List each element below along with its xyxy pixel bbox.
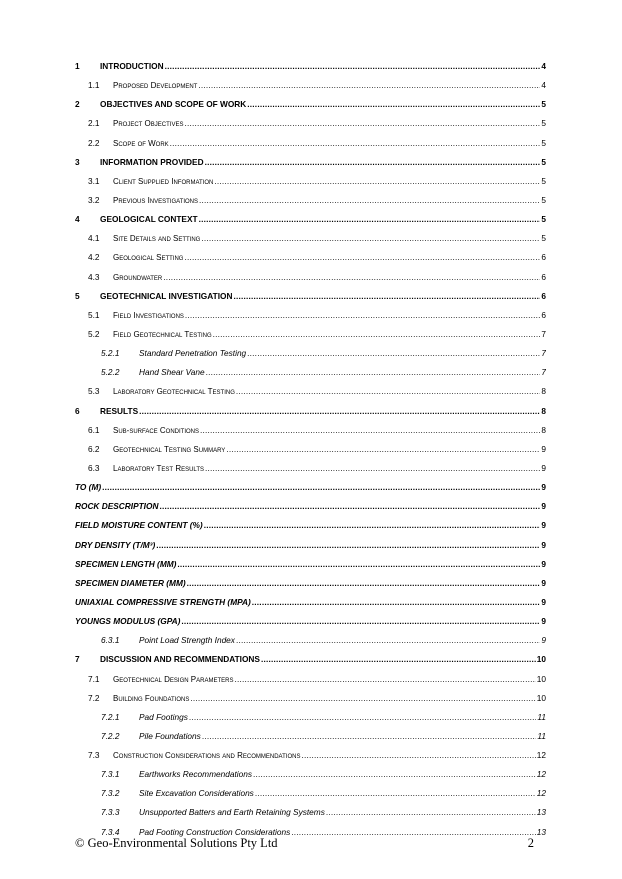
- table-of-contents: [75, 57, 546, 842]
- toc-entry[interactable]: [75, 57, 546, 76]
- toc-entry-number: 5.2: [88, 328, 100, 339]
- toc-entry-title: Sub-surface Conditions: [113, 425, 200, 435]
- toc-entry-title: Groundwater: [113, 272, 163, 282]
- toc-entry-number: 7.3.2: [101, 788, 120, 799]
- toc-leader-dots: [102, 478, 540, 497]
- toc-leader-dots: [236, 631, 540, 650]
- toc-entry-page: 5: [541, 233, 546, 244]
- toc-entry-title: ROCK DESCRIPTION: [75, 501, 159, 512]
- toc-entry-page: 9: [541, 539, 546, 550]
- toc-entry-page: 9: [541, 596, 546, 607]
- toc-entry[interactable]: [75, 612, 546, 631]
- toc-entry-page: 12: [536, 769, 546, 780]
- toc-leader-dots: [234, 670, 535, 689]
- toc-entry[interactable]: [75, 516, 546, 535]
- toc-entry-title: TO (M): [75, 482, 102, 493]
- toc-leader-dots: [139, 402, 540, 421]
- toc-entry-page: 8: [541, 424, 546, 435]
- toc-entry-number: 3.2: [88, 194, 100, 205]
- toc-entry-title: DISCUSSION AND RECOMMENDATIONS: [100, 654, 260, 665]
- toc-entry-title: Pad Footing Construction Considerations: [139, 826, 291, 837]
- toc-entry[interactable]: [75, 746, 546, 765]
- toc-leader-dots: [184, 248, 540, 267]
- toc-entry-number: 7: [75, 654, 80, 665]
- toc-leader-dots: [206, 363, 541, 382]
- toc-leader-dots: [255, 784, 536, 803]
- toc-entry-title: SPECIMEN DIAMETER (MM): [75, 577, 186, 588]
- toc-entry-page: 5: [541, 156, 546, 167]
- toc-entry[interactable]: [75, 497, 546, 516]
- toc-entry[interactable]: [75, 363, 546, 382]
- toc-entry-title: SPECIMEN LENGTH (MM): [75, 558, 177, 569]
- toc-entry-title: YOUNGS MODULUS (GPA): [75, 616, 181, 627]
- toc-entry-title: RESULTS: [100, 405, 139, 416]
- toc-leader-dots: [156, 536, 540, 555]
- toc-leader-dots: [177, 555, 540, 574]
- toc-entry-page: 9: [541, 558, 546, 569]
- toc-leader-dots: [189, 708, 536, 727]
- toc-entry-number: 7.2.2: [101, 730, 120, 741]
- toc-entry-title: OBJECTIVES AND SCOPE OF WORK: [100, 99, 247, 110]
- toc-leader-dots: [236, 382, 540, 401]
- toc-entry[interactable]: [75, 402, 546, 421]
- toc-entry-title: Proposed Development: [113, 81, 198, 91]
- toc-leader-dots: [187, 574, 541, 593]
- toc-leader-dots: [170, 134, 541, 153]
- toc-leader-dots: [199, 210, 541, 229]
- page-footer: [75, 836, 534, 851]
- toc-entry-number: 3: [75, 156, 80, 167]
- toc-entry-page: 6: [541, 290, 546, 301]
- toc-entry-title: Field Investigations: [113, 310, 184, 320]
- toc-entry-page: 12: [536, 788, 546, 799]
- toc-leader-dots: [202, 727, 537, 746]
- toc-entry-page: 7: [541, 328, 546, 339]
- toc-entry[interactable]: [75, 382, 546, 401]
- toc-leader-dots: [226, 440, 540, 459]
- toc-entry[interactable]: [75, 670, 546, 689]
- toc-leader-dots: [253, 765, 536, 784]
- toc-entry-title: Hand Shear Vane: [139, 367, 205, 378]
- toc-entry-page: 10: [536, 692, 546, 703]
- toc-entry-title: Laboratory Test Results: [113, 463, 204, 473]
- toc-entry-number: 5.1: [88, 309, 100, 320]
- toc-entry-number: 6.3.1: [101, 635, 120, 646]
- toc-entry-title: UNIAXIAL COMPRESSIVE STRENGTH (MPA): [75, 596, 251, 607]
- toc-entry[interactable]: [75, 114, 546, 133]
- toc-entry-number: 1: [75, 61, 80, 71]
- toc-leader-dots: [198, 76, 540, 95]
- toc-entry[interactable]: [75, 440, 546, 459]
- toc-entry-page: 6: [541, 271, 546, 282]
- toc-entry[interactable]: [75, 172, 546, 191]
- toc-entry[interactable]: [75, 765, 546, 784]
- toc-leader-dots: [261, 650, 536, 669]
- toc-entry-number: 7.3.1: [101, 769, 120, 780]
- toc-entry-number: 7.3: [88, 750, 100, 761]
- toc-entry[interactable]: [75, 95, 546, 114]
- toc-leader-dots: [214, 172, 540, 191]
- toc-entry-title: Previous Investigations: [113, 195, 199, 205]
- toc-entry-page: 5: [541, 137, 546, 148]
- toc-entry-title: Field Geotechnical Testing: [113, 329, 212, 339]
- toc-entry-page: 5: [541, 194, 546, 205]
- toc-entry-page: 9: [541, 577, 546, 588]
- toc-entry-number: 2: [75, 99, 80, 110]
- toc-leader-dots: [201, 229, 540, 248]
- toc-entry[interactable]: [75, 555, 546, 574]
- toc-entry-number: 4.1: [88, 233, 100, 244]
- toc-entry-page: 11: [537, 711, 546, 722]
- toc-entry[interactable]: [75, 153, 546, 172]
- toc-entry-number: 7.2.1: [101, 711, 120, 722]
- toc-entry-page: 9: [541, 443, 546, 454]
- footer-page-number: 2: [527, 836, 534, 850]
- toc-entry[interactable]: [75, 134, 546, 153]
- toc-entry-title: Scope of Work: [113, 138, 169, 148]
- footer-company: © Geo-Environmental Solutions Pty Ltd: [75, 836, 278, 850]
- toc-entry-page: 9: [541, 635, 546, 646]
- toc-entry-title: Construction Considerations and Recommendations: [113, 751, 301, 761]
- toc-leader-dots: [205, 153, 541, 172]
- toc-entry[interactable]: [75, 229, 546, 248]
- toc-entry[interactable]: [75, 306, 546, 325]
- toc-entry-number: 5.2.1: [101, 348, 120, 359]
- toc-entry[interactable]: [75, 459, 546, 478]
- toc-entry-page: 9: [541, 520, 546, 531]
- toc-entry-title: Project Objectives: [113, 119, 184, 129]
- toc-entry-page: 10: [536, 673, 546, 684]
- toc-entry-page: 5: [541, 118, 546, 129]
- toc-entry[interactable]: [75, 421, 546, 440]
- toc-leader-dots: [326, 803, 536, 822]
- toc-leader-dots: [181, 612, 540, 631]
- toc-entry-title: Point Load Strength Index: [139, 635, 235, 646]
- toc-entry-page: 4: [541, 61, 546, 71]
- toc-entry-page: 8: [541, 386, 546, 397]
- toc-entry[interactable]: [75, 708, 546, 727]
- toc-entry-page: 9: [541, 501, 546, 512]
- toc-entry[interactable]: [75, 536, 546, 555]
- toc-entry-number: 7.1: [88, 673, 100, 684]
- toc-entry[interactable]: [75, 210, 546, 229]
- toc-entry-title: Geotechnical Testing Summary: [113, 444, 226, 454]
- toc-entry[interactable]: [75, 287, 546, 306]
- toc-entry-number: 4.3: [88, 271, 100, 282]
- toc-entry-title: FIELD MOISTURE CONTENT (%): [75, 520, 203, 531]
- toc-entry-page: 6: [541, 309, 546, 320]
- toc-entry-page: 12: [536, 750, 546, 761]
- toc-leader-dots: [159, 497, 540, 516]
- toc-leader-dots: [205, 459, 540, 478]
- toc-entry-title: INTRODUCTION: [100, 61, 164, 71]
- toc-entry-number: 7.3.3: [101, 807, 120, 818]
- toc-entry[interactable]: [75, 248, 546, 267]
- toc-entry-number: 2.2: [88, 137, 100, 148]
- toc-leader-dots: [165, 57, 541, 76]
- toc-entry-page: 5: [541, 175, 546, 186]
- toc-entry-number: 5.2.2: [101, 367, 120, 378]
- toc-entry[interactable]: [75, 76, 546, 95]
- toc-entry-number: 7.2: [88, 692, 100, 703]
- toc-entry[interactable]: [75, 574, 546, 593]
- toc-entry-page: 10: [536, 654, 546, 665]
- toc-entry-page: 7: [541, 367, 546, 378]
- toc-leader-dots: [252, 593, 541, 612]
- toc-entry-page: 5: [541, 99, 546, 110]
- toc-entry-page: 13: [536, 807, 546, 818]
- toc-leader-dots: [301, 746, 535, 765]
- toc-entry[interactable]: [75, 344, 546, 363]
- toc-entry-title: GEOLOGICAL CONTEXT: [100, 214, 198, 225]
- toc-entry-title: Client Supplied Information: [113, 176, 214, 186]
- toc-entry-title: INFORMATION PROVIDED: [100, 156, 204, 167]
- toc-entry-page: 5: [541, 214, 546, 225]
- toc-entry-title: Pile Foundations: [139, 730, 201, 741]
- toc-entry-title: Building Foundations: [113, 693, 190, 703]
- toc-entry-title: GEOTECHNICAL INVESTIGATION: [100, 290, 233, 301]
- toc-entry-title: Site Excavation Considerations: [139, 788, 254, 799]
- toc-leader-dots: [213, 325, 541, 344]
- toc-entry-number: 6.3: [88, 462, 100, 473]
- toc-entry[interactable]: [75, 191, 546, 210]
- toc-entry-number: 6.1: [88, 424, 100, 435]
- toc-entry-title: Pad Footings: [139, 711, 188, 722]
- toc-entry-page: 9: [541, 482, 546, 493]
- toc-entry-page: 11: [537, 730, 546, 741]
- toc-leader-dots: [190, 689, 535, 708]
- toc-entry-page: 7: [541, 348, 546, 359]
- toc-entry-page: 9: [541, 616, 546, 627]
- toc-entry-number: 2.1: [88, 118, 100, 129]
- toc-leader-dots: [247, 344, 540, 363]
- toc-leader-dots: [204, 516, 541, 535]
- toc-entry-number: 3.1: [88, 175, 100, 186]
- toc-entry[interactable]: [75, 650, 546, 669]
- toc-leader-dots: [184, 114, 540, 133]
- toc-entry-page: 13: [536, 826, 546, 837]
- toc-entry-page: 9: [541, 462, 546, 473]
- toc-entry-page: 8: [541, 405, 546, 416]
- toc-leader-dots: [247, 95, 540, 114]
- toc-entry-title: Earthworks Recommendations: [139, 769, 252, 780]
- toc-leader-dots: [233, 287, 540, 306]
- toc-entry[interactable]: [75, 478, 546, 497]
- toc-entry-page: 6: [541, 252, 546, 263]
- toc-entry-title: DRY DENSITY (T/M³): [75, 539, 156, 550]
- toc-entry[interactable]: [75, 784, 546, 803]
- toc-entry[interactable]: [75, 803, 546, 822]
- toc-entry-title: Site Details and Setting: [113, 234, 201, 244]
- toc-leader-dots: [163, 268, 540, 287]
- toc-entry-title: Geotechnical Design Parameters: [113, 674, 234, 684]
- toc-entry-number: 4: [75, 214, 80, 225]
- toc-entry-title: Unsupported Batters and Earth Retaining Systems: [139, 807, 325, 818]
- toc-entry[interactable]: [75, 631, 546, 650]
- toc-leader-dots: [199, 191, 540, 210]
- toc-entry-number: 6: [75, 405, 80, 416]
- toc-entry-title: Geological Setting: [113, 253, 184, 263]
- toc-entry[interactable]: [75, 689, 546, 708]
- toc-entry-title: Laboratory Geotechnical Testing: [113, 387, 235, 397]
- toc-entry[interactable]: [75, 325, 546, 344]
- toc-entry-number: 1.1: [88, 80, 100, 91]
- toc-entry-title: Standard Penetration Testing: [139, 348, 247, 359]
- toc-entry-number: 5: [75, 290, 80, 301]
- toc-entry-number: 7.3.4: [101, 826, 120, 837]
- toc-entry-page: 4: [541, 80, 546, 91]
- toc-entry-number: 6.2: [88, 443, 100, 454]
- toc-leader-dots: [185, 306, 540, 325]
- toc-entry[interactable]: [75, 727, 546, 746]
- toc-leader-dots: [200, 421, 540, 440]
- toc-entry[interactable]: [75, 268, 546, 287]
- toc-entry-number: 5.3: [88, 386, 100, 397]
- toc-entry[interactable]: [75, 593, 546, 612]
- toc-entry-number: 4.2: [88, 252, 100, 263]
